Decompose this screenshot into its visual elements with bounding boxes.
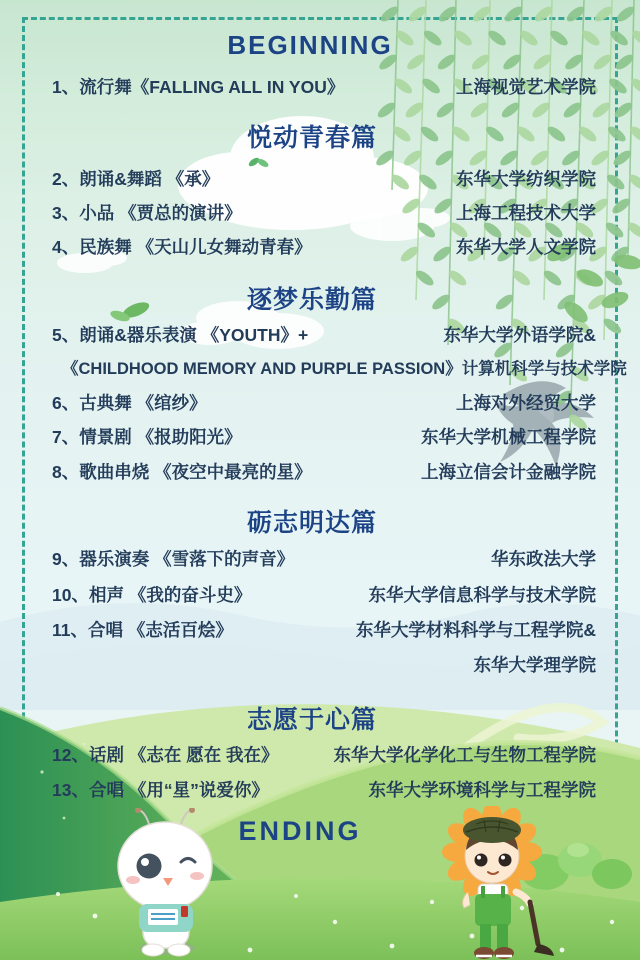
program-row-12 [52, 742, 596, 766]
program-org: 上海立信会计金融学院 [421, 461, 596, 482]
ending-title: ENDING [238, 816, 362, 846]
program-name: 8、歌曲串烧 《夜空中最亮的星》 [52, 461, 312, 482]
program-row-10 [52, 582, 596, 606]
program-org: 东华大学化学化工与生物工程学院 [333, 744, 596, 765]
program-name: 7、情景剧 《报助阳光》 [52, 426, 242, 447]
program-org: 上海工程技术大学 [456, 202, 596, 223]
program-row-1 [52, 74, 596, 98]
program-name: 10、相声 《我的奋斗史》 [52, 584, 252, 605]
section-title-1: 悦动青春篇 [246, 124, 377, 152]
program-row-8 [52, 459, 596, 483]
program-name: 5、朗诵&器乐表演 《YOUTH》+ [52, 324, 309, 345]
program-org: 东华大学材料科学与工程学院& [355, 619, 596, 640]
section-title-3: 砺志明达篇 [246, 509, 377, 537]
program-org: 华东政法大学 [491, 548, 596, 569]
program-name: 3、小品 《贾总的演讲》 [52, 202, 242, 223]
program-org: 计算机科学与技术学院 [461, 360, 627, 378]
program-row-11-continued [52, 652, 596, 676]
program-org: 上海视觉艺术学院 [456, 76, 596, 97]
program-row-2 [52, 166, 596, 190]
program-org: 东华大学外语学院& [443, 324, 596, 345]
program-row-11 [52, 617, 596, 641]
section-title-4: 志愿于心篇 [246, 706, 377, 734]
program-org: 东华大学理学院 [473, 654, 596, 675]
program-row-9 [52, 546, 596, 570]
program-name: 12、话剧 《志在 愿在 我在》 [52, 744, 279, 765]
program-row-5-continued [62, 355, 627, 379]
program-name: 《CHILDHOOD MEMORY AND PURPLE PASSION》 [62, 360, 462, 378]
program-name: 4、民族舞 《天山儿女舞动青春》 [52, 236, 312, 257]
program-name: 1、流行舞《FALLING ALL IN YOU》 [52, 76, 345, 97]
program-row-7 [52, 424, 596, 448]
program-org: 东华大学机械工程学院 [421, 426, 596, 447]
program-row-6 [52, 390, 596, 414]
program-org: 东华大学人文学院 [456, 236, 596, 257]
program-org: 东华大学纺织学院 [456, 168, 596, 189]
program-name: 2、朗诵&舞蹈 《承》 [52, 168, 220, 189]
program-org: 东华大学环境科学与工程学院 [368, 779, 596, 800]
program-name: 13、合唱 《用“星”说爱你》 [52, 779, 269, 800]
program-name: 6、古典舞 《绾纱》 [52, 392, 207, 413]
program-row-4 [52, 234, 596, 258]
program-row-3 [52, 200, 596, 224]
program-name: 11、合唱 《志活百烩》 [52, 619, 233, 640]
program-row-5 [52, 322, 596, 346]
program-name: 9、器乐演奏 《雪落下的声音》 [52, 548, 295, 569]
beginning-title: BEGINNING [227, 30, 393, 60]
section-title-2: 逐梦乐勤篇 [246, 286, 377, 314]
program-org: 东华大学信息科学与技术学院 [368, 584, 596, 605]
program-org: 上海对外经贸大学 [456, 392, 596, 413]
program-row-13 [52, 777, 596, 801]
